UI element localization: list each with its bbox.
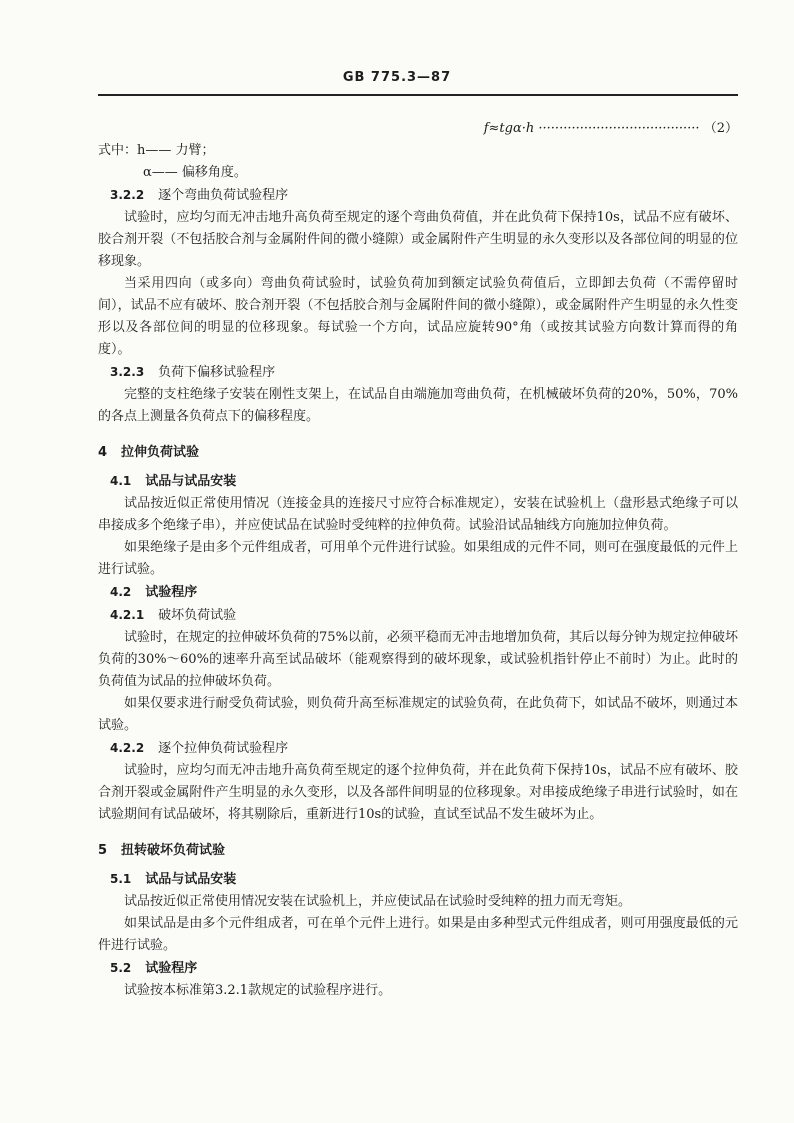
- paragraph: 如果绝缘子是由多个元件组成者，可用单个元件进行试验。如果组成的元件不同，则可在强度最低的元件上进行试验。: [98, 540, 738, 577]
- heading-4-2: [98, 581, 738, 604]
- definition-h: 式中：h—— 力臂；: [98, 143, 215, 158]
- paragraph: 试验时，在规定的拉伸破坏负荷的75%以前，必须平稳而无冲击地增加负荷，其后以每分钟为规定拉伸破坏负荷的30%～60%的速率升高至试品破坏（能观察得到的破坏现象，或试验机指针停止不前时）为止。此时的负荷值为试品的拉伸破坏负荷。: [98, 630, 738, 689]
- definition-alpha: α—— 偏移角度。: [143, 165, 247, 180]
- section-number: 3.2.3: [110, 365, 145, 379]
- section-number: 4: [98, 445, 108, 460]
- paragraph: 如果试品是由多个元件组成者，可在单个元件上进行。如果是由多种型式元件组成者，则可用强度最低的元件进行试验。: [98, 916, 738, 953]
- document-body: [98, 118, 738, 1002]
- paragraph: 如果仅要求进行耐受负荷试验，则负荷升高至标准规定的试验负荷，在此负荷下，如试品不破坏，则通过本试验。: [98, 696, 738, 733]
- section-title: 破坏负荷试验: [158, 608, 237, 623]
- header-rule: [98, 94, 738, 96]
- section-number: 5.2: [110, 961, 132, 975]
- paragraph: 试品按近似正常使用情况安装在试验机上，并应使试品在试验时受纯粹的扭力而无弯矩。: [124, 894, 632, 909]
- section-number: 4.1: [110, 474, 132, 488]
- heading-5-2: [98, 957, 738, 980]
- formula-number: （2）: [703, 121, 738, 136]
- heading-4-2-1: [98, 604, 738, 627]
- heading-4: [98, 442, 738, 464]
- formula: [98, 118, 738, 140]
- section-title: 试品与试品安装: [145, 872, 237, 887]
- heading-3-2-3: [98, 361, 738, 384]
- paragraph: 完整的支柱绝缘子安装在刚性支架上，在试品自由端施加弯曲负荷，在机械破坏负荷的20%，50%，70%的各点上测量各负荷点下的偏移程度。: [98, 387, 738, 424]
- paragraph: 试验按本标准第3.2.1款规定的试验程序进行。: [124, 983, 392, 998]
- heading-4-2-2: [98, 737, 738, 760]
- section-title: 试品与试品安装: [145, 474, 237, 489]
- section-title: 试验程序: [145, 961, 198, 976]
- page-header: GB 775.3—87: [342, 70, 452, 85]
- heading-5-1: [98, 868, 738, 891]
- paragraph: 当采用四向（或多向）弯曲负荷试验时，试验负荷加到额定试验负荷值后，立即卸去负荷（不需停留时间），试品不应有破坏、胶合剂开裂（不包括胶合剂与金属附件间的微小缝隙），或金属附件产生明显的永久性变形以及各部位间的明显的位移现象。每试验一个方向，试品应旋转90°角（或按其试验方向数计算而得的角度）。: [98, 276, 738, 357]
- paragraph: 试品按近似正常使用情况（连接金具的连接尺寸应符合标准规定），安装在试验机上（盘形悬式绝缘子可以串接成多个绝缘子串），并应使试品在试验时受纯粹的拉伸负荷。试验沿试品轴线方向施加拉伸负荷。: [98, 496, 738, 533]
- section-title: 逐个弯曲负荷试验程序: [158, 188, 289, 203]
- formula-leader-dots: ·······································: [538, 121, 700, 136]
- section-title: 拉伸负荷试验: [121, 445, 200, 460]
- section-number: 5.1: [110, 872, 132, 886]
- paragraph: 试验时，应均匀而无冲击地升高负荷至规定的逐个弯曲负荷值，并在此负荷下保持10s，试品不应有破坏、胶合剂开裂（不包括胶合剂与金属附件间的微小缝隙）或金属附件产生明显的永久变形以及各部位间的明显的位移现象。: [98, 210, 738, 269]
- paragraph: 试验时，应均匀而无冲击地升高负荷至规定的逐个拉伸负荷，并在此负荷下保持10s，试品不应有破坏、胶合剂开裂或金属附件产生明显的永久变形，以及各部件间明显的位移现象。对串接成绝缘子串进行试验时，如在试验期间有试品破坏，将其剔除后，重新进行10s的试验，直试至试品不发生破坏为止。: [98, 763, 738, 822]
- section-number: 5: [98, 843, 108, 858]
- heading-5: [98, 840, 738, 862]
- section-title: 扭转破坏负荷试验: [121, 843, 226, 858]
- heading-4-1: [98, 470, 738, 493]
- section-number: 3.2.2: [110, 188, 145, 202]
- section-number: 4.2.2: [110, 741, 145, 755]
- section-title: 逐个拉伸负荷试验程序: [158, 741, 289, 756]
- formula-expression: f≈tgα·h: [483, 121, 535, 136]
- section-title: 试验程序: [145, 585, 198, 600]
- heading-3-2-2: [98, 184, 738, 207]
- section-number: 4.2: [110, 585, 132, 599]
- section-title: 负荷下偏移试验程序: [158, 365, 276, 380]
- section-number: 4.2.1: [110, 608, 145, 622]
